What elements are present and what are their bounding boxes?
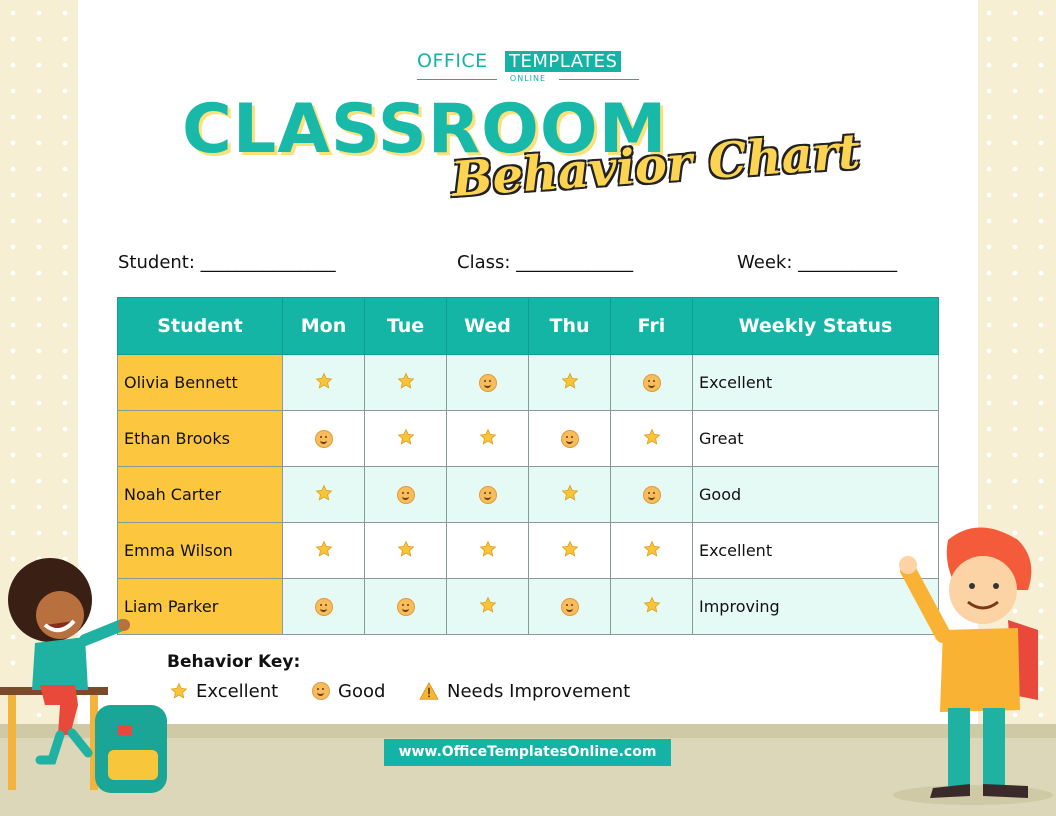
table-header-row: [118, 298, 939, 355]
star-icon: [643, 596, 661, 614]
star-icon: [561, 540, 579, 558]
student-name-cell: Liam Parker: [118, 579, 283, 635]
boy-illustration: [888, 520, 1053, 810]
student-name-cell: Ethan Brooks: [118, 411, 283, 467]
day-cell-thu: [529, 467, 611, 523]
smiley-face-icon: [643, 374, 661, 392]
student-field[interactable]: Student: _______________: [118, 252, 336, 273]
weekly-status-cell: Excellent: [693, 523, 939, 579]
day-cell-fri: [611, 467, 693, 523]
day-cell-fri: [611, 355, 693, 411]
day-cell-tue: [365, 523, 447, 579]
website-url[interactable]: www.OfficeTemplatesOnline.com: [384, 739, 671, 766]
day-cell-mon: [283, 411, 365, 467]
day-cell-wed: [447, 355, 529, 411]
day-cell-thu: [529, 355, 611, 411]
table-row: [118, 467, 939, 523]
star-icon: [479, 596, 497, 614]
smiley-face-icon: [561, 430, 579, 448]
girl-illustration: [0, 555, 185, 805]
day-cell-wed: [447, 579, 529, 635]
weekly-status-cell: Great: [693, 411, 939, 467]
key-excellent: [170, 680, 278, 702]
week-field[interactable]: Week: ___________: [737, 252, 898, 273]
smiley-face-icon: [643, 486, 661, 504]
key-good-label: Good: [338, 680, 386, 702]
star-icon: [315, 540, 333, 558]
star-icon: [643, 428, 661, 446]
day-cell-thu: [529, 411, 611, 467]
key-needs-improvement-label: Needs Improvement: [447, 680, 631, 702]
day-cell-thu: [529, 579, 611, 635]
class-field[interactable]: Class: _____________: [457, 252, 634, 273]
key-excellent-label: Excellent: [196, 680, 279, 702]
header-wed: Wed: [447, 298, 529, 355]
day-cell-tue: [365, 355, 447, 411]
table-row: [118, 411, 939, 467]
weekly-status-cell: Excellent: [693, 355, 939, 411]
smiley-face-icon: [561, 598, 579, 616]
header-thu: Thu: [529, 298, 611, 355]
star-icon: [479, 428, 497, 446]
brand-logo: [417, 50, 639, 86]
day-cell-tue: [365, 411, 447, 467]
student-name-cell: Emma Wilson: [118, 523, 283, 579]
day-cell-thu: [529, 523, 611, 579]
student-name-cell: Noah Carter: [118, 467, 283, 523]
key-good: [312, 680, 385, 702]
behavior-table: [117, 297, 939, 635]
logo-word-online: ONLINE: [509, 74, 547, 83]
star-icon: [315, 484, 333, 502]
smiley-face-icon: [479, 374, 497, 392]
header-weekly-status: Weekly Status: [693, 298, 939, 355]
key-needs-improvement: [419, 680, 630, 702]
day-cell-tue: [365, 579, 447, 635]
page-subtitle: Behavior Chart: [450, 123, 862, 208]
smiley-face-icon: [315, 430, 333, 448]
behavior-key-title: Behavior Key:: [167, 652, 301, 672]
day-cell-wed: [447, 467, 529, 523]
page-title: CLASSROOM: [182, 90, 668, 169]
day-cell-fri: [611, 523, 693, 579]
star-icon: [397, 372, 415, 390]
day-cell-mon: [283, 523, 365, 579]
warning-triangle-icon: [419, 682, 439, 700]
table-row: [118, 523, 939, 579]
star-icon: [397, 540, 415, 558]
weekly-status-cell: Improving: [693, 579, 939, 635]
day-cell-mon: [283, 467, 365, 523]
smiley-face-icon: [312, 682, 330, 700]
day-cell-fri: [611, 579, 693, 635]
student-name-cell: Olivia Bennett: [118, 355, 283, 411]
header-student: Student: [118, 298, 283, 355]
star-icon: [643, 540, 661, 558]
day-cell-wed: [447, 523, 529, 579]
smiley-face-icon: [397, 598, 415, 616]
header-mon: Mon: [283, 298, 365, 355]
logo-word-office: OFFICE: [417, 50, 488, 72]
weekly-status-cell: Good: [693, 467, 939, 523]
star-icon: [561, 484, 579, 502]
star-icon: [479, 540, 497, 558]
star-icon: [561, 372, 579, 390]
smiley-face-icon: [397, 486, 415, 504]
smiley-face-icon: [315, 598, 333, 616]
smiley-face-icon: [479, 486, 497, 504]
star-icon: [315, 372, 333, 390]
table-row: [118, 355, 939, 411]
star-icon: [397, 428, 415, 446]
header-fri: Fri: [611, 298, 693, 355]
day-cell-tue: [365, 467, 447, 523]
header-tue: Tue: [365, 298, 447, 355]
day-cell-fri: [611, 411, 693, 467]
day-cell-wed: [447, 411, 529, 467]
day-cell-mon: [283, 355, 365, 411]
day-cell-mon: [283, 579, 365, 635]
logo-word-templates: TEMPLATES: [505, 51, 621, 72]
table-row: [118, 579, 939, 635]
